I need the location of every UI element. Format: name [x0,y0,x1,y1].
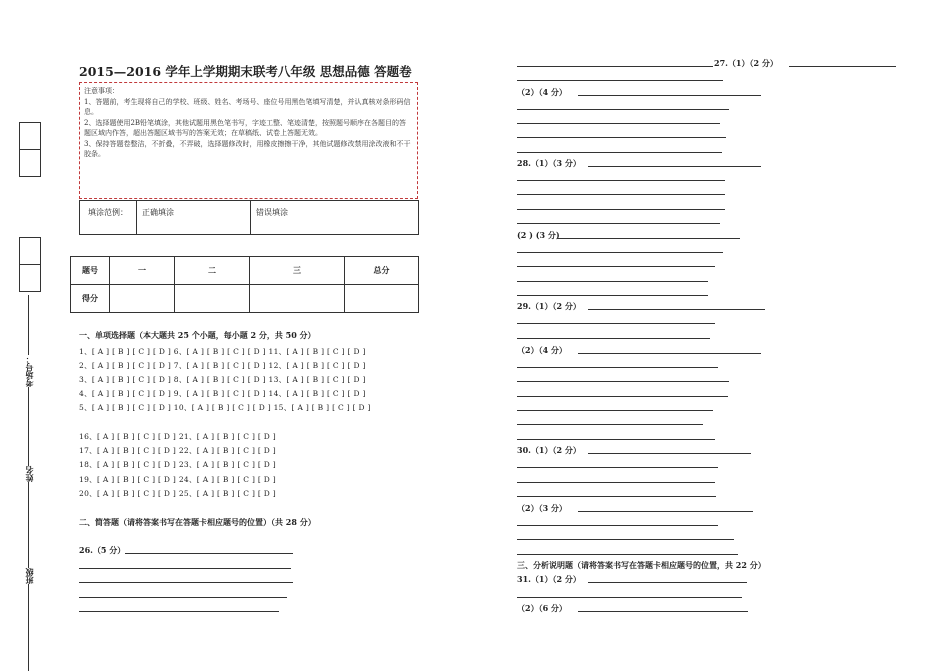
answer-line[interactable] [517,209,725,210]
binding-box-1 [19,122,41,150]
answer-row[interactable]: 4、[ A ] [ B ] [ C ] [ D ] 9、[ A ] [ B ] [ C ] [ D ] 14、[ A ] [ B ] [ C ] [ D ] [79,389,366,398]
answer-line[interactable] [517,80,723,81]
answer-line[interactable] [517,539,734,540]
answer-line[interactable] [557,238,740,239]
answer-line[interactable] [517,597,742,598]
answer-line[interactable] [517,381,729,382]
answer-line[interactable] [517,367,718,368]
answer-line[interactable] [578,611,748,612]
answer-line[interactable] [517,396,728,397]
score-table [70,256,419,313]
answer-row[interactable]: 17、[ A ] [ B ] [ C ] [ D ] 22、[ A ] [ B ] [ C ] [ D ] [79,446,276,455]
answer-line[interactable] [79,568,291,569]
section1-heading: 一、单项选择题（本大题共 25 个小题，每小题 2 分，共 50 分） [79,330,316,340]
q31-1-label: 31.（1）（2 分） [517,574,581,584]
answer-line[interactable] [517,338,710,339]
score-header-total: 总分 [345,257,419,285]
answer-row[interactable]: 19、[ A ] [ B ] [ C ] [ D ] 24、[ A ] [ B ] [ C ] [ D ] [79,475,276,484]
answer-line[interactable] [517,467,718,468]
answer-line[interactable] [578,511,753,512]
score-header-1: 一 [110,257,175,285]
notice-item-3: 3、保持答题卷整洁，不折叠，不弄破，选择题修改时，用橡皮擦擦干净，其他试题修改禁用涂改液和不干胶条。 [84,139,411,158]
binding-box-3 [19,237,41,265]
fill-example-box [79,200,419,235]
answer-line[interactable] [588,453,751,454]
answer-line[interactable] [79,582,293,583]
score-cell[interactable] [250,285,345,313]
answer-line[interactable] [517,194,725,195]
answer-line[interactable] [517,66,713,67]
answer-line[interactable] [517,295,708,296]
score-header-2: 二 [175,257,250,285]
answer-row[interactable]: 16、[ A ] [ B ] [ C ] [ D ] 21、[ A ] [ B ] [ C ] [ D ] [79,432,276,441]
notice-heading: 注意事项： [84,87,119,95]
score-row-label: 得分 [71,285,110,313]
fill-example-label: 填涂范例： [88,208,128,217]
q27-2-label: （2）（4 分） [517,87,567,97]
answer-line[interactable] [517,180,725,181]
binding-line [28,295,29,671]
answer-line[interactable] [578,95,761,96]
score-header-number: 题号 [71,257,110,285]
answer-line[interactable] [588,166,761,167]
answer-line[interactable] [517,123,720,124]
answer-line[interactable] [517,223,720,224]
answer-line[interactable] [125,553,293,554]
wrong-fill-label: 错误填涂 [256,208,288,217]
notice-item-2: 2、选择题使用2B铅笔填涂，其他试题用黑色笔书写，字迹工整、笔迹清楚，按照题号顺序在各题目的答题区域内作答，超出答题区域书写的答案无效；在草稿纸、试卷上答题无效。 [84,118,407,137]
answer-line[interactable] [517,109,729,110]
answer-row[interactable]: 20、[ A ] [ B ] [ C ] [ D ] 25、[ A ] [ B ] [ C ] [ D ] [79,489,276,498]
answer-row[interactable]: 18、[ A ] [ B ] [ C ] [ D ] 23、[ A ] [ B ] [ C ] [ D ] [79,460,276,469]
answer-line[interactable] [588,582,747,583]
notice-box [79,82,418,199]
q30-2-label: （2）（3 分） [517,503,567,513]
notice-item-1: 1、答题前，考生现将自己的学校、班级、姓名、考场号、座位号用黑色笔填写清楚，并认真核对条形码信息。 [84,97,411,116]
answer-line[interactable] [517,252,723,253]
answer-line[interactable] [517,137,726,138]
answer-line[interactable] [517,439,715,440]
binding-box-4 [19,264,41,292]
answer-line[interactable] [79,597,287,598]
answer-line[interactable] [578,353,761,354]
q28-2-label: (2 ) (3 分) [517,230,560,240]
answer-line[interactable] [517,496,716,497]
answer-line[interactable] [79,611,279,612]
answer-line[interactable] [517,323,715,324]
answer-line[interactable] [517,525,718,526]
section2-heading: 二、简答题（请将答案书写在答题卡相应题号的位置）（共 28 分） [79,517,316,527]
answer-line[interactable] [517,266,715,267]
correct-fill-label: 正确填涂 [142,208,174,217]
answer-line[interactable] [517,554,738,555]
q27-1-label: 27.（1）（2 分） [714,58,778,68]
q26-label: 26.（5 分） [79,545,126,555]
score-header-3: 三 [250,257,345,285]
score-cell[interactable] [175,285,250,313]
answer-line[interactable] [517,152,722,153]
section3-heading: 三、分析说明题（请将答案书写在答题卡相应题号的位置，共 22 分） [517,560,766,570]
q29-2-label: （2）（4 分） [517,345,567,355]
q30-1-label: 30.（1）（2 分） [517,445,581,455]
class-label: 班级 [24,568,34,584]
answer-line[interactable] [517,410,713,411]
score-cell[interactable] [345,285,419,313]
name-label: 姓名 [24,466,34,482]
answer-row[interactable]: 5、[ A ] [ B ] [ C ] [ D ] 10、[ A ] [ B ] [ C ] [ D ] 15、[ A ] [ B ] [ C ] [ D ] [79,403,371,412]
answer-line[interactable] [588,309,765,310]
q31-2-label: （2）（6 分） [517,603,567,613]
answer-row[interactable]: 3、[ A ] [ B ] [ C ] [ D ] 8、[ A ] [ B ] [ C ] [ D ] 13、[ A ] [ B ] [ C ] [ D ] [79,375,366,384]
answer-row[interactable]: 1、[ A ] [ B ] [ C ] [ D ] 6、[ A ] [ B ] [ C ] [ D ] 11、[ A ] [ B ] [ C ] [ D ] [79,347,366,356]
q29-1-label: 29.（1）（2 分） [517,301,581,311]
answer-line[interactable] [517,424,703,425]
answer-line[interactable] [517,281,708,282]
q28-1-label: 28.（1）（3 分） [517,158,581,168]
exam-room-label: 考场号： [24,355,34,387]
binding-box-2 [19,149,41,177]
page-title: 2015—2016 学年上学期期末联考八年级 思想品德 答题卷 [79,64,412,79]
answer-row[interactable]: 2、[ A ] [ B ] [ C ] [ D ] 7、[ A ] [ B ] [ C ] [ D ] 12、[ A ] [ B ] [ C ] [ D ] [79,361,366,370]
answer-line[interactable] [789,66,896,67]
score-cell[interactable] [110,285,175,313]
answer-line[interactable] [517,482,715,483]
